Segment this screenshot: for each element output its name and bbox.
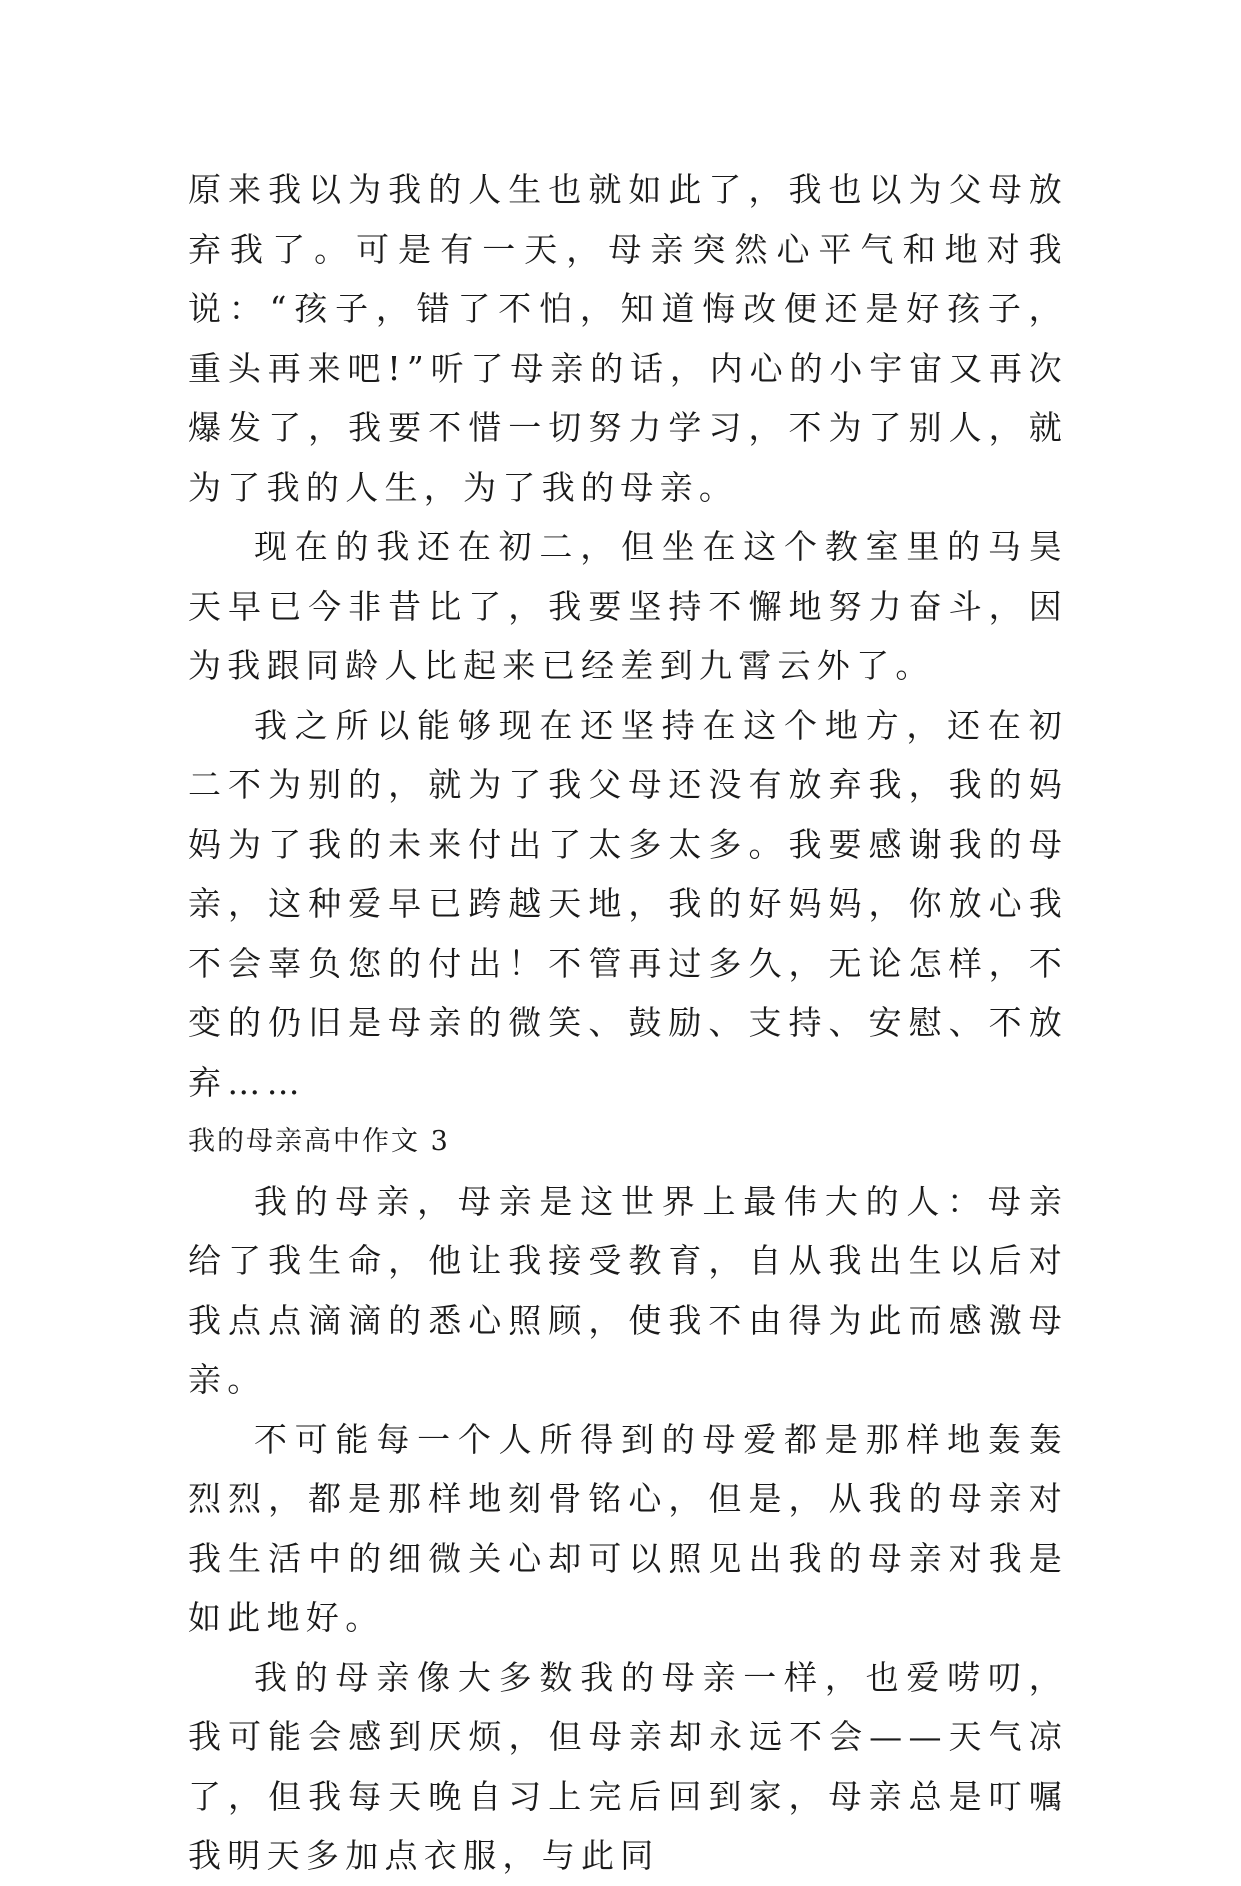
section-heading: 我的母亲高中作文 3 [188,1126,450,1157]
paragraph-6: 我的母亲像大多数我的母亲一样，也爱唠叨，我可能会感到厌烦，但母亲却永远不会——天气凉了，但我每天晚自习上完后回到家，母亲总是叮嘱我明天多加点衣服，与此同 [188,1657,1068,1875]
paragraph-3: 我之所以能够现在还坚持在这个地方，还在初二不为别的，就为了我父母还没有放弃我，我的妈妈为了我的未来付出了太多太多。我要感谢我的母亲，这种爱早已跨越天地，我的好妈妈，你放心我不会辜负您的付出！不管再过多久，无论怎样，不变的仍旧是母亲的微笑、鼓励、支持、安慰、不放弃…… [188,705,1068,1102]
paragraph-5: 不可能每一个人所得到的母爱都是那样地轰轰烈烈，都是那样地刻骨铭心，但是，从我的母亲对我生活中的细微关心却可以照见出我的母亲对我是如此地好。 [188,1419,1068,1637]
paragraph-4: 我的母亲，母亲是这世界上最伟大的人：母亲给了我生命，他让我接受教育，自从我出生以后对我点点滴滴的悉心照顾，使我不由得为此而感激母亲。 [188,1181,1068,1399]
paragraph-2: 现在的我还在初二，但坐在这个教室里的马昊天早已今非昔比了，我要坚持不懈地努力奋斗，因为我跟同龄人比起来已经差到九霄云外了。 [188,527,1068,685]
document-body [188,160,1068,1886]
paragraph-1: 原来我以为我的人生也就如此了，我也以为父母放弃我了。可是有一天，母亲突然心平气和地对我说：“孩子，错了不怕，知道悔改便还是好孩子，重头再来吧!”听了母亲的话，内心的小宇宙又再次爆发了，我要不惜一切努力学习，不为了别人，就为了我的人生，为了我的母亲。 [188,170,1068,507]
